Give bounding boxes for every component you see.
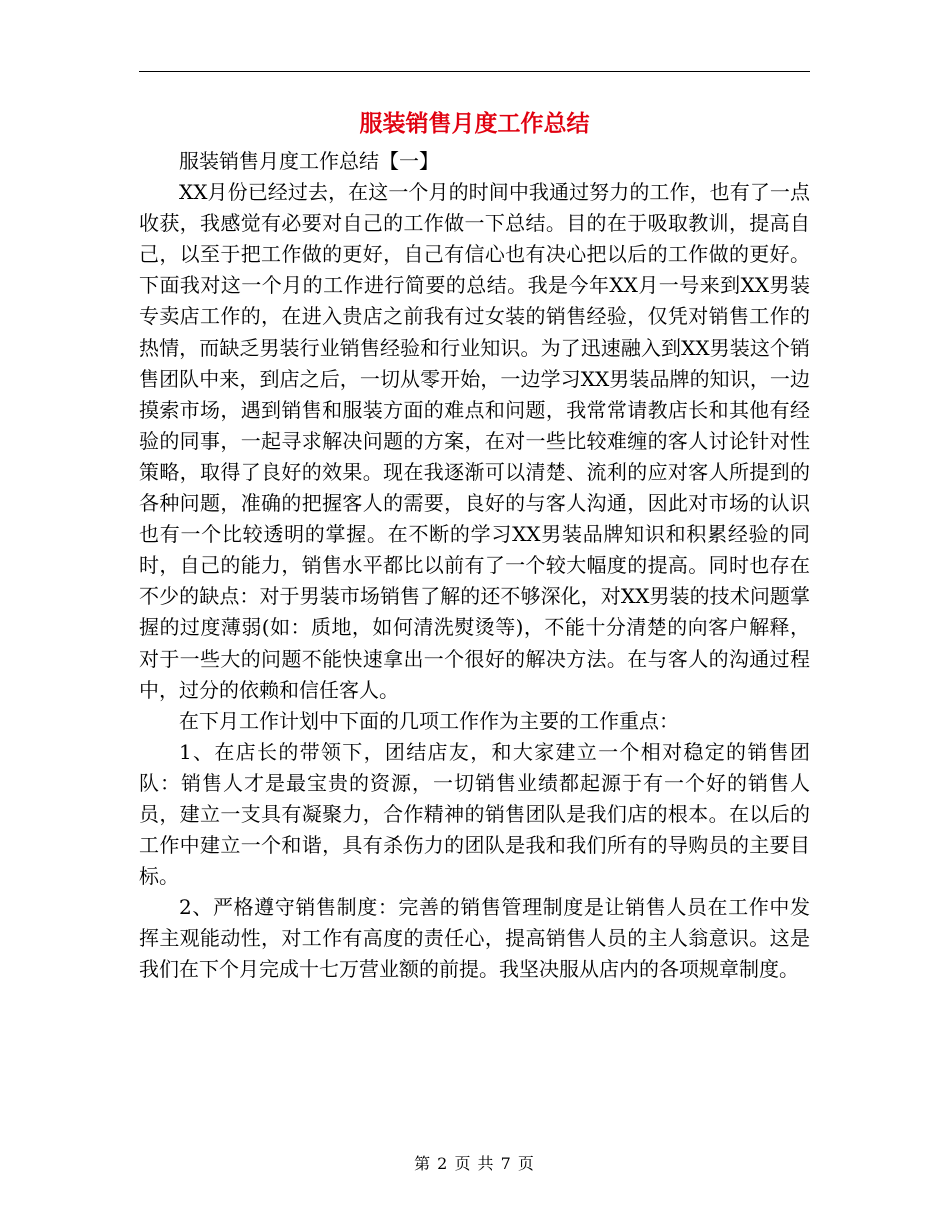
body-paragraph: 在下月工作计划中下面的几项工作作为主要的工作重点： bbox=[179, 708, 679, 733]
document-body bbox=[139, 146, 810, 986]
body-paragraph: 1、在店长的带领下，团结店友，和大家建立一个相对稳定的销售团队：销售人才是最宝贵的资源，一切销售业绩都起源于有一个好的销售人员，建立一支具有凝聚力，合作精神的销售团队是我们店的根本。在以后的工作中建立一个和谐，具有杀伤力的团队是我和我们所有的导购员的主要目标。 bbox=[139, 739, 810, 889]
page-number-footer: 第 2 页 共 7 页 bbox=[414, 1154, 535, 1173]
body-paragraph: 2、严格遵守销售制度：完善的销售管理制度是让销售人员在工作中发挥主观能动性，对工作有高度的责任心，提高销售人员的主人翁意识。这是我们在下个月完成十七万营业额的前提。我坚决服从店内的各项规章制度。 bbox=[139, 895, 810, 982]
header-rule bbox=[139, 71, 810, 72]
body-paragraph: XX月份已经过去，在这一个月的时间中我通过努力的工作，也有了一点收获，我感觉有必要对自己的工作做一下总结。目的在于吸取教训，提高自己，以至于把工作做的更好，自己有信心也有决心把以后的工作做的更好。下面我对这一个月的工作进行简要的总结。我是今年XX月一号来到XX男装专卖店工作的，在进入贵店之前我有过女装的销售经验，仅凭对销售工作的热情，而缺乏男装行业销售经验和行业知识。为了迅速融入到XX男装这个销售团队中来，到店之后，一切从零开始，一边学习XX男装品牌的知识，一边摸索市场，遇到销售和服装方面的难点和问题，我常常请教店长和其他有经验的同事，一起寻求解决问题的方案，在对一些比较难缠的客人讨论针对性策略，取得了良好的效果。现在我逐渐可以清楚、流利的应对客人所提到的各种问题，准确的把握客人的需要，良好的与客人沟通，因此对市场的认识也有一个比较透明的掌握。在不断的学习XX男装品牌知识和积累经验的同时，自己的能力，销售水平都比以前有了一个较大幅度的提高。同时也存在不少的缺点：对于男装市场销售了解的还不够深化，对XX男装的技术问题掌握的过度薄弱(如：质地，如何清洗熨烫等)，不能十分清楚的向客户解释，对于一些大的问题不能快速拿出一个很好的解决方法。在与客人的沟通过程中，过分的依赖和信任客人。 bbox=[139, 180, 810, 702]
document-title: 服装销售月度工作总结 bbox=[359, 110, 590, 137]
section-heading: 服装销售月度工作总结【一】 bbox=[179, 149, 439, 173]
